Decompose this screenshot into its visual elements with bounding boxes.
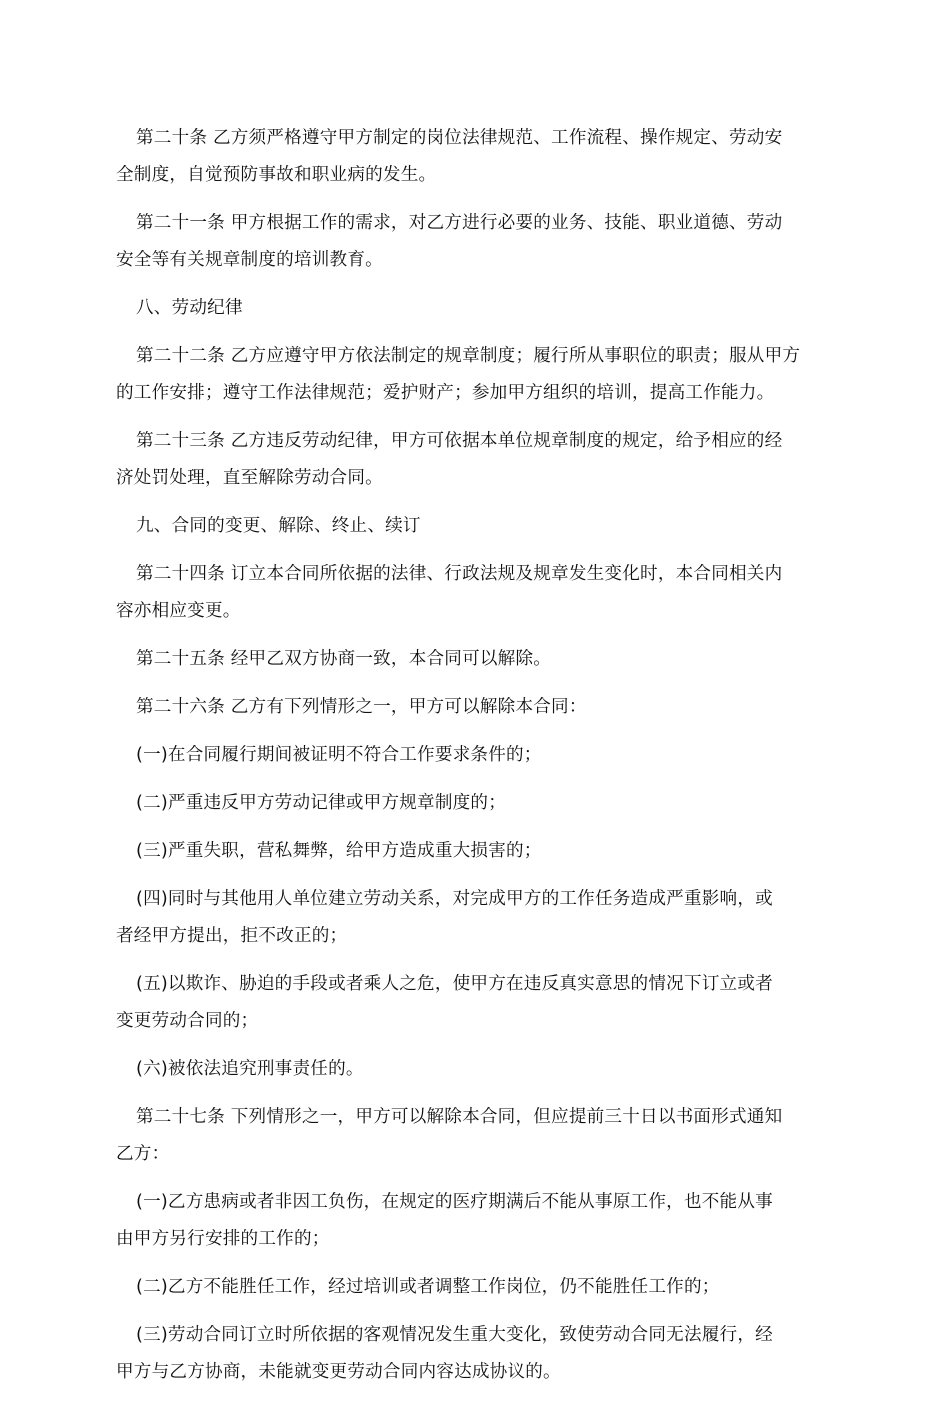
section-heading-labor-discipline bbox=[116, 290, 836, 327]
paragraph-article-22 bbox=[116, 338, 836, 412]
text-line: 由甲方另行安排的工作的； bbox=[116, 1229, 330, 1249]
text-line: 第二十一条 甲方根据工作的需求，对乙方进行必要的业务、技能、职业道德、劳动 bbox=[136, 213, 783, 233]
text-line: 甲方与乙方协商，未能就变更劳动合同内容达成协议的。 bbox=[116, 1362, 561, 1382]
text-line: (一)乙方患病或者非因工负伤，在规定的医疗期满后不能从事原工作，也不能从事 bbox=[136, 1192, 773, 1212]
list-item bbox=[116, 1184, 836, 1258]
text-line: 第二十六条 乙方有下列情形之一，甲方可以解除本合同： bbox=[136, 697, 587, 717]
text-line: 者经甲方提出，拒不改正的； bbox=[116, 926, 348, 946]
text-line: (三)劳动合同订立时所依据的客观情况发生重大变化，致使劳动合同无法履行，经 bbox=[136, 1325, 773, 1345]
text-line: 九、合同的变更、解除、终止、续订 bbox=[136, 516, 421, 536]
text-line: 安全等有关规章制度的培训教育。 bbox=[116, 250, 383, 270]
paragraph-article-26 bbox=[116, 689, 836, 726]
text-line: 第二十七条 下列情形之一，甲方可以解除本合同，但应提前三十日以书面形式通知 bbox=[136, 1107, 783, 1127]
paragraph-article-24 bbox=[116, 556, 836, 630]
text-line: (三)严重失职，营私舞弊，给甲方造成重大损害的； bbox=[136, 841, 542, 861]
text-line: 全制度，自觉预防事故和职业病的发生。 bbox=[116, 165, 437, 185]
list-item bbox=[116, 833, 836, 870]
text-line: (二)乙方不能胜任工作，经过培训或者调整工作岗位，仍不能胜任工作的； bbox=[136, 1277, 720, 1297]
list-item bbox=[116, 1317, 836, 1391]
text-line: 容亦相应变更。 bbox=[116, 601, 241, 621]
list-item bbox=[116, 737, 836, 774]
text-line: 第二十五条 经甲乙双方协商一致，本合同可以解除。 bbox=[136, 649, 552, 669]
text-line: 八、劳动纪律 bbox=[136, 298, 243, 318]
document-page bbox=[116, 120, 836, 1402]
text-line: (四)同时与其他用人单位建立劳动关系，对完成甲方的工作任务造成严重影响，或 bbox=[136, 889, 773, 909]
list-item bbox=[116, 1051, 836, 1088]
text-line: (六)被依法追究刑事责任的。 bbox=[136, 1059, 364, 1079]
text-line: 济处罚处理，直至解除劳动合同。 bbox=[116, 468, 383, 488]
list-item bbox=[116, 785, 836, 822]
text-line: 第二十三条 乙方违反劳动纪律，甲方可依据本单位规章制度的规定，给予相应的经 bbox=[136, 431, 783, 451]
text-line: 的工作安排；遵守工作法律规范；爱护财产；参加甲方组织的培训，提高工作能力。 bbox=[116, 383, 775, 403]
text-line: (一)在合同履行期间被证明不符合工作要求条件的； bbox=[136, 745, 542, 765]
section-heading-contract-changes bbox=[116, 508, 836, 545]
text-line: 变更劳动合同的； bbox=[116, 1011, 259, 1031]
text-line: (五)以欺诈、胁迫的手段或者乘人之危，使甲方在违反真实意思的情况下订立或者 bbox=[136, 974, 773, 994]
paragraph-article-21 bbox=[116, 205, 836, 279]
paragraph-article-23 bbox=[116, 423, 836, 497]
text-line: 第二十四条 订立本合同所依据的法律、行政法规及规章发生变化时，本合同相关内 bbox=[136, 564, 783, 584]
list-item bbox=[116, 881, 836, 955]
text-line: (二)严重违反甲方劳动记律或甲方规章制度的； bbox=[136, 793, 507, 813]
list-item bbox=[116, 1269, 836, 1306]
paragraph-article-20 bbox=[116, 120, 836, 194]
list-item bbox=[116, 966, 836, 1040]
text-line: 第二十二条 乙方应遵守甲方依法制定的规章制度；履行所从事职位的职责；服从甲方 bbox=[136, 346, 801, 366]
paragraph-article-27 bbox=[116, 1099, 836, 1173]
text-line: 第二十条 乙方须严格遵守甲方制定的岗位法律规范、工作流程、操作规定、劳动安 bbox=[136, 128, 783, 148]
paragraph-article-25 bbox=[116, 641, 836, 678]
text-line: 乙方： bbox=[116, 1144, 170, 1164]
